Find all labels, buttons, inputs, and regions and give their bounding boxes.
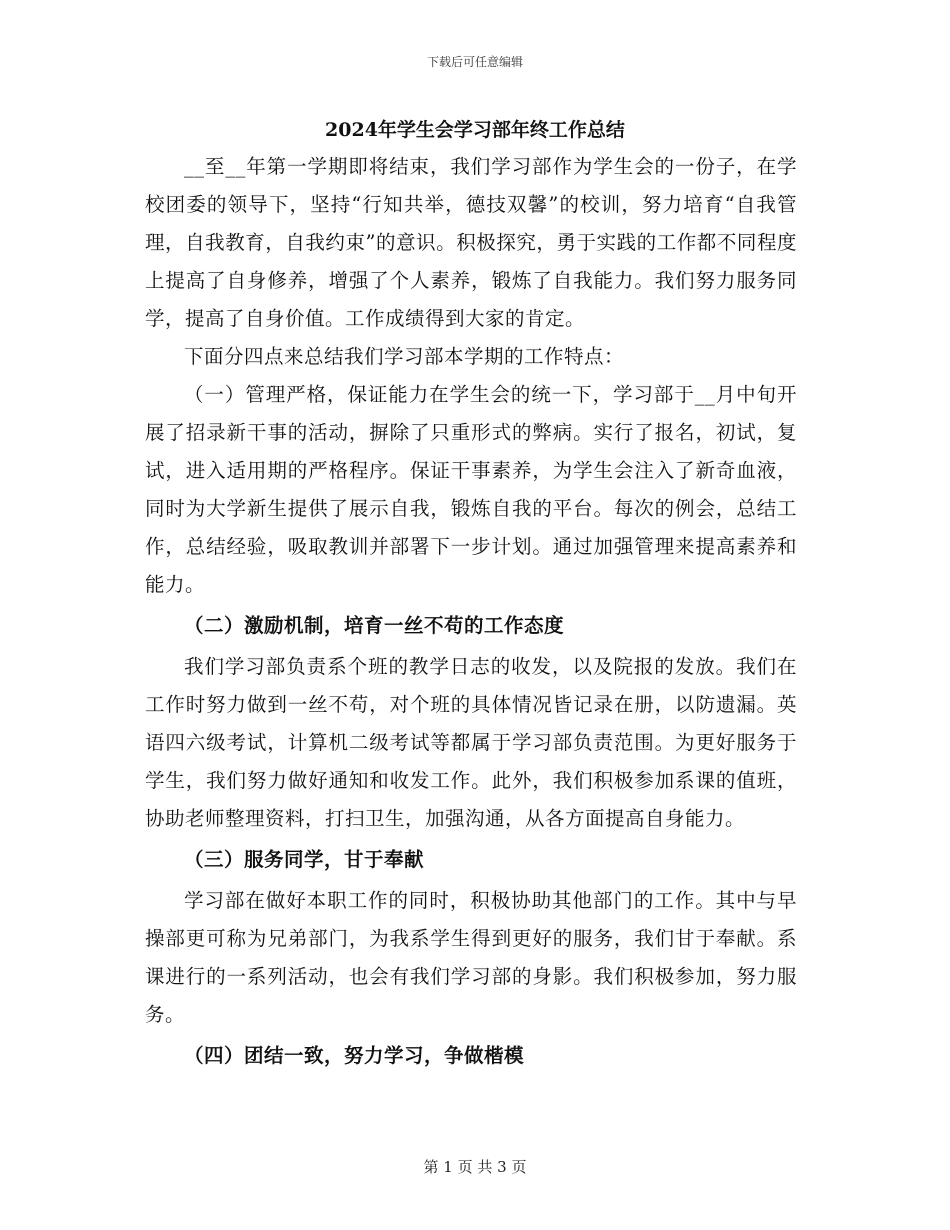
intro-paragraph: __至__年第一学期即将结束，我们学习部作为学生会的一份子，在学校团委的领导下，坚持“行知共举，德技双馨”的校训，努力培育“自我管理，自我教育，自我约束”的意识。积极探究，勇于实践的工作都不同程度上提高了自身修养，增强了个人素养，锻炼了自我能力。我们努力服务同学，提高了自身价值。工作成绩得到大家的肯定。 xyxy=(145,155,797,330)
header-note: 下载后可任意编辑 xyxy=(426,55,523,69)
section-one-paragraph: （一）管理严格，保证能力在学生会的统一下，学习部于__月中旬开展了招录新干事的活动，摒除了只重形式的弊病。实行了报名，初试，复试，进入适用期的严格程序。保证干事素养，为学生会注入了新奇血液，同时为大学新生提供了展示自我，锻炼自我的平台。每次的例会，总结工作，总结经验，吸取教训并部署下一步计划。通过加强管理来提高素养和能力。 xyxy=(145,383,797,596)
overview-paragraph: 下面分四点来总结我们学习部本学期的工作特点： xyxy=(184,345,625,368)
document-body xyxy=(145,148,797,1078)
section-three-heading: （三）服务同学，甘于奉献 xyxy=(184,848,425,871)
section-two-paragraph: 我们学习部负责系个班的教学日志的收发，以及院报的发放。我们在工作时努力做到一丝不苟，对个班的具体情况皆记录在册，以防遗漏。英语四六级考试，计算机二级考试等都属于学习部负责范围。为更好服务于学生，我们努力做好通知和收发工作。此外，我们积极参加系课的值班，协助老师整理资料，打扫卫生，加强沟通，从各方面提高自身能力。 xyxy=(145,655,797,830)
section-three-paragraph: 学习部在做好本职工作的同时，积极协助其他部门的工作。其中与早操部更可称为兄弟部门，为我系学生得到更好的服务，我们甘于奉献。系课进行的一系列活动，也会有我们学习部的身影。我们积极参加，努力服务。 xyxy=(145,889,797,1026)
section-four-heading: （四）团结一致，努力学习，争做楷模 xyxy=(184,1044,525,1067)
document-title: 2024年学生会学习部年终工作总结 xyxy=(325,119,625,141)
section-two-heading: （二）激励机制，培育一丝不苟的工作态度 xyxy=(184,614,565,637)
page-number: 第 1 页 共 3 页 xyxy=(423,1158,527,1176)
